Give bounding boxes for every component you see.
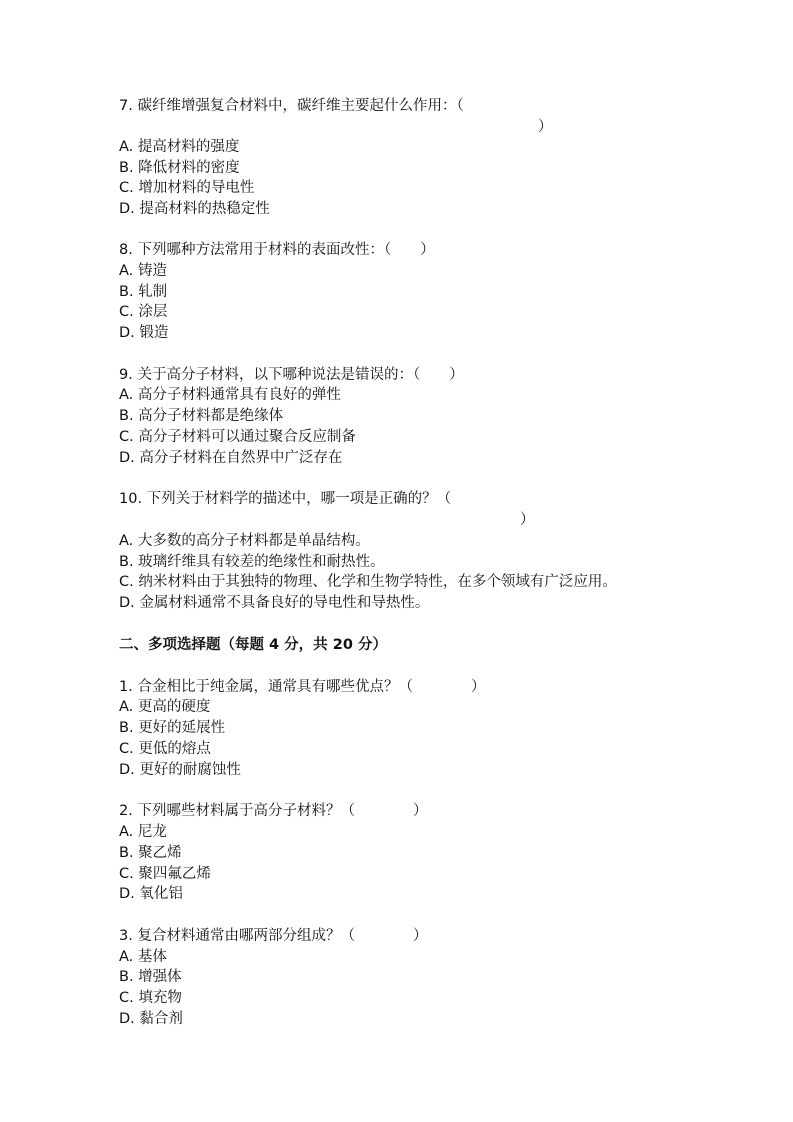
q9-option-c: C. 高分子材料可以通过聚合反应制备 [119, 429, 356, 445]
q8-option-c: C. 涂层 [119, 304, 168, 320]
q7-option-a: A. 提高材料的强度 [119, 139, 240, 155]
q8-option-b: B. 轧制 [119, 284, 168, 300]
mq2-option-b: B. 聚乙烯 [119, 845, 182, 861]
mq2-option-a: A. 尼龙 [119, 824, 167, 840]
q7-option-b: B. 降低材料的密度 [119, 160, 240, 176]
mq1-option-d: D. 更好的耐腐蚀性 [119, 762, 241, 778]
q9-option-d: D. 高分子材料在自然界中广泛存在 [119, 450, 343, 466]
question-10-closing-paren: ） [520, 512, 535, 528]
mq1-option-a: A. 更高的硬度 [119, 699, 211, 715]
multi-question-2: 2. 下列哪些材料属于高分子材料？（ ） [119, 803, 428, 819]
question-10: 10. 下列关于材料学的描述中，哪一项是正确的？（ [119, 491, 452, 507]
q7-option-c: C. 增加材料的导电性 [119, 180, 255, 196]
mq3-option-a: A. 基体 [119, 949, 167, 965]
q10-option-a: A. 大多数的高分子材料都是单晶结构。 [119, 533, 370, 549]
question-7: 7. 碳纤维增强复合材料中，碳纤维主要起什么作用：（ [119, 98, 464, 114]
section-heading: 二、多项选择题（每题 4 分，共 20 分） [119, 637, 387, 653]
mq1-option-c: C. 更低的熔点 [119, 741, 211, 757]
mq3-option-b: B. 增强体 [119, 969, 182, 985]
q10-option-c: C. 纳米材料由于其独特的物理、化学和生物学特性，在多个领域有广泛应用。 [119, 574, 617, 590]
q10-option-b: B. 玻璃纤维具有较差的绝缘性和耐热性。 [119, 554, 385, 570]
mq2-option-c: C. 聚四氟乙烯 [119, 866, 211, 882]
q8-option-d: D. 锻造 [119, 325, 169, 341]
q10-option-d: D. 金属材料通常不具备良好的导电性和导热性。 [119, 595, 430, 611]
multi-question-3: 3. 复合材料通常由哪两部分组成？（ ） [119, 928, 428, 944]
mq2-option-d: D. 氧化铝 [119, 886, 183, 902]
q7-option-d: D. 提高材料的热稳定性 [119, 201, 270, 217]
mq3-option-d: D. 黏合剂 [119, 1011, 183, 1027]
mq3-option-c: C. 填充物 [119, 990, 182, 1006]
mq1-option-b: B. 更好的延展性 [119, 720, 226, 736]
question-7-closing-paren: ） [538, 119, 553, 135]
q9-option-b: B. 高分子材料都是绝缘体 [119, 408, 284, 424]
multi-question-1: 1. 合金相比于纯金属，通常具有哪些优点？（ ） [119, 679, 486, 695]
question-8: 8. 下列哪种方法常用于材料的表面改性：（ ） [119, 242, 435, 258]
q8-option-a: A. 铸造 [119, 263, 167, 279]
q9-option-a: A. 高分子材料通常具有良好的弹性 [119, 387, 341, 403]
question-9: 9. 关于高分子材料，以下哪种说法是错误的：（ ） [119, 367, 464, 383]
